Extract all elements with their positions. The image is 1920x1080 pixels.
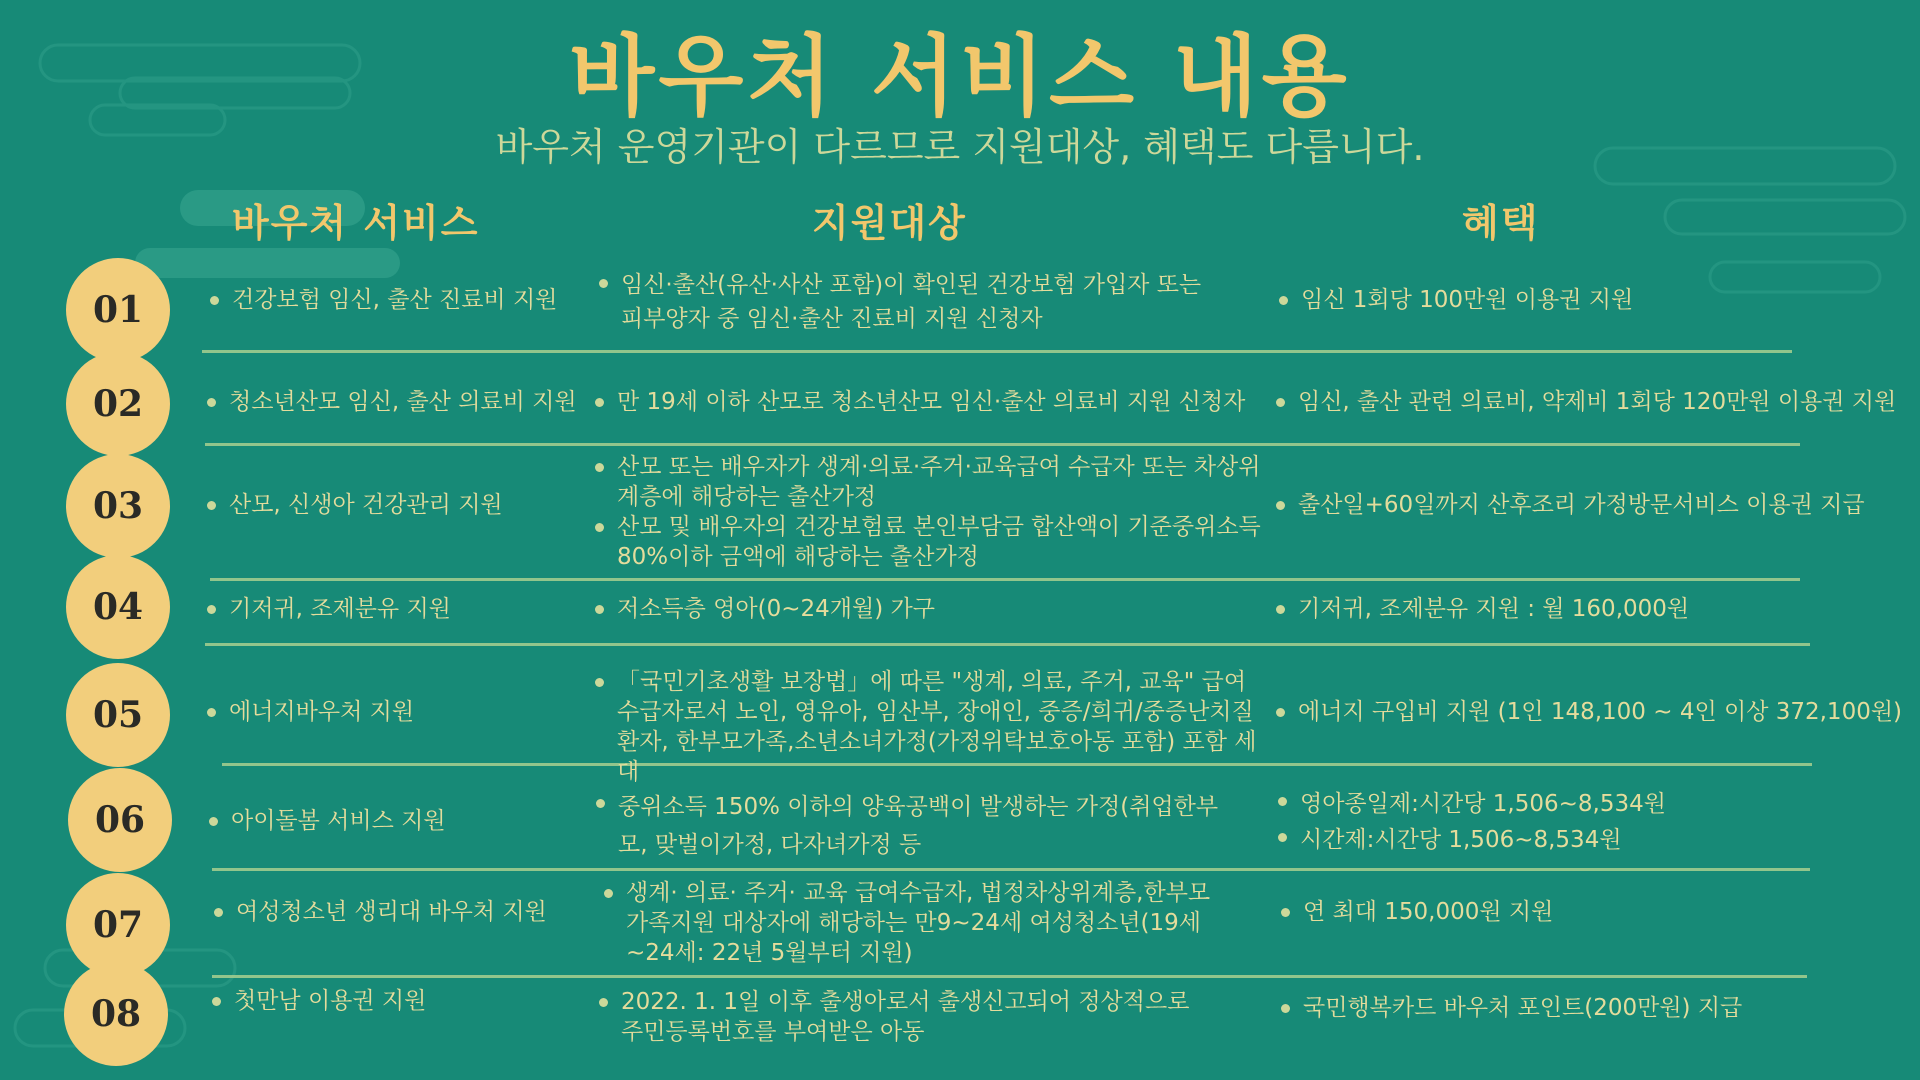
row-number-badge: 06: [68, 768, 172, 872]
benefit-cell: [1279, 993, 1899, 1023]
row-number-badge: 03: [66, 454, 170, 558]
target-cell: [594, 788, 1234, 864]
column-header-service: 바우처 서비스: [232, 201, 480, 245]
benefit-cell: [1276, 786, 1916, 858]
benefit-item: 에너지 구입비 지원 (1인 148,100 ~ 4인 이상 372,100원): [1274, 697, 1914, 727]
service-cell: [207, 806, 587, 836]
benefit-item: 시간제:시간당 1,506~8,534원: [1276, 822, 1916, 858]
benefit-cell: [1279, 897, 1899, 927]
target-item: 만 19세 이하 산모로 청소년산모 임신·출산 의료비 지원 신청자: [593, 387, 1273, 417]
benefit-cell: [1274, 594, 1914, 624]
target-item: 생계· 의료· 주거· 교육 급여수급자, 법정차상위계층,한부모가족지원 대상자에 해당하는 만9~24세 여성청소년(19세 ~24세: 22년 5월부터 지원): [602, 878, 1222, 968]
target-cell: [593, 594, 1263, 624]
row-number-badge: 04: [66, 555, 170, 659]
row-divider: [212, 868, 1810, 871]
service-name: 청소년산모 임신, 출산 의료비 지원: [205, 387, 585, 417]
page-title: 바우처 서비스 내용: [569, 25, 1351, 128]
target-item: 2022. 1. 1일 이후 출생아로서 출생신고되어 정상적으로 주민등록번호를 부여받은 아동: [597, 987, 1217, 1047]
service-name: 기저귀, 조제분유 지원: [205, 594, 585, 624]
benefit-item: 기저귀, 조제분유 지원 : 월 160,000원: [1274, 594, 1914, 624]
target-cell: [597, 268, 1217, 336]
target-cell: [593, 387, 1273, 417]
row-number-badge: 07: [66, 873, 170, 977]
target-item: 임신·출산(유산·사산 포함)이 확인된 건강보험 가입자 또는 피부양자 중 임신·출산 진료비 지원 신청자: [597, 268, 1217, 336]
service-cell: [210, 986, 600, 1016]
service-name: 에너지바우처 지원: [205, 697, 585, 727]
service-cell: [205, 594, 585, 624]
service-name: 여성청소년 생리대 바우처 지원: [212, 897, 602, 927]
benefit-item: 임신 1회당 100만원 이용권 지원: [1277, 285, 1837, 315]
service-name: 아이돌봄 서비스 지원: [207, 806, 587, 836]
row-number-badge: 01: [66, 258, 170, 362]
benefit-item: 출산일+60일까지 산후조리 가정방문서비스 이용권 지급: [1274, 490, 1914, 520]
row-divider: [205, 443, 1800, 446]
row-number-badge: 02: [66, 352, 170, 456]
benefit-cell: [1274, 387, 1914, 417]
benefit-cell: [1274, 697, 1914, 727]
target-item: 산모 및 배우자의 건강보험료 본인부담금 합산액이 기준중위소득 80%이하 금액에 해당하는 출산가정: [593, 512, 1263, 572]
service-name: 첫만남 이용권 지원: [210, 986, 600, 1016]
row-number-badge: 05: [66, 663, 170, 767]
page-subtitle: 바우처 운영기관이 다르므로 지원대상, 혜택도 다릅니다.: [495, 125, 1425, 169]
service-cell: [205, 387, 585, 417]
service-cell: [205, 490, 585, 520]
benefit-item: 영아종일제:시간당 1,506~8,534원: [1276, 786, 1916, 822]
benefit-item: 국민행복카드 바우처 포인트(200만원) 지급: [1279, 993, 1899, 1023]
row-divider: [205, 643, 1810, 646]
service-cell: [208, 285, 588, 315]
target-cell: [597, 987, 1217, 1047]
benefit-item: 연 최대 150,000원 지원: [1279, 897, 1899, 927]
target-item: 산모 또는 배우자가 생계·의료·주거·교육급여 수급자 또는 차상위계층에 해당하는 출산가정: [593, 452, 1263, 512]
row-divider: [212, 975, 1807, 978]
row-divider: [202, 350, 1792, 353]
service-cell: [205, 697, 585, 727]
row-divider: [210, 578, 1800, 581]
target-cell: [593, 452, 1263, 572]
target-item: 저소득층 영아(0~24개월) 가구: [593, 594, 1263, 624]
row-number-badge: 08: [64, 962, 168, 1066]
service-cell: [212, 897, 602, 927]
column-header-benefit: 혜택: [1462, 201, 1540, 245]
service-name: 건강보험 임신, 출산 진료비 지원: [208, 285, 588, 315]
target-item: 중위소득 150% 이하의 양육공백이 발생하는 가정(취업한부모, 맞벌이가정, 다자녀가정 등: [594, 788, 1234, 864]
service-name: 산모, 신생아 건강관리 지원: [205, 490, 585, 520]
target-item: 「국민기초생활 보장법」에 따른 "생계, 의료, 주거, 교육" 급여 수급자로서 노인, 영유아, 임산부, 장애인, 중증/희귀/중증난치질환자, 한부모가족,소년소녀가정(가정위탁보호아동 포함) 포함 세대: [593, 667, 1263, 787]
target-cell: [593, 667, 1263, 787]
benefit-cell: [1277, 285, 1837, 315]
benefit-item: 임신, 출산 관련 의료비, 약제비 1회당 120만원 이용권 지원: [1274, 387, 1914, 417]
target-cell: [602, 878, 1222, 968]
column-header-target: 지원대상: [812, 201, 967, 245]
benefit-cell: [1274, 490, 1914, 520]
